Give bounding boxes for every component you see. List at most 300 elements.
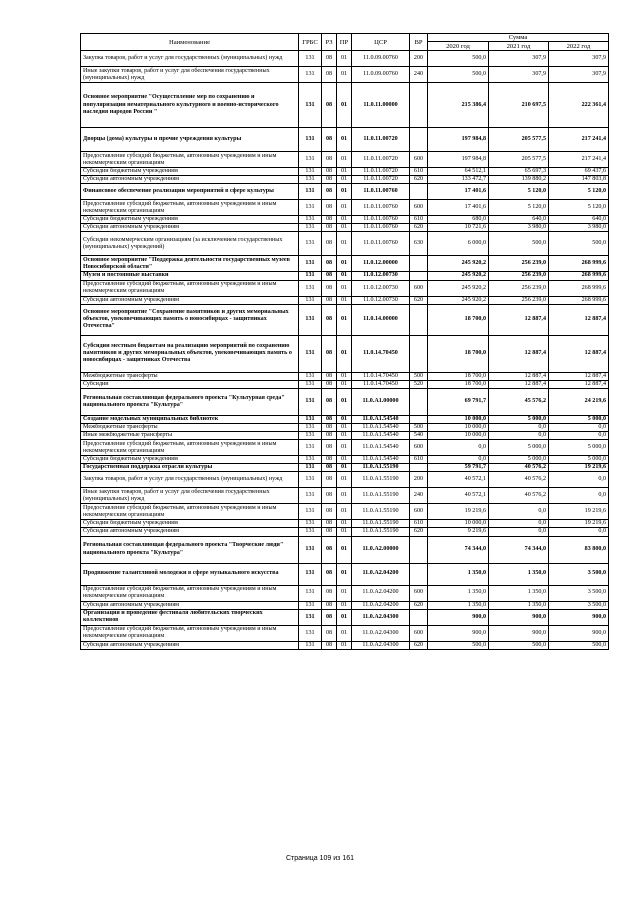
row-name: Предоставление субсидий бюджетным, автономным учреждениям и иным некоммерческим организациям xyxy=(81,280,299,296)
row-vr xyxy=(410,464,428,472)
row-csr: 11.0.A1.54540 xyxy=(352,423,410,431)
row-csr: 11.0.12.00730 xyxy=(352,280,410,296)
row-sum-2021: 3 980,0 xyxy=(489,224,549,232)
budget-table xyxy=(80,33,609,650)
row-sum-2022: 3 500,0 xyxy=(549,601,609,609)
table-row xyxy=(81,83,609,128)
row-grbs: 131 xyxy=(299,380,322,388)
header-grbs: ГРБС xyxy=(299,34,322,51)
row-vr: 610 xyxy=(410,520,428,528)
row-sum-2020: 10 000,0 xyxy=(428,423,489,431)
row-pr: 01 xyxy=(337,272,352,280)
row-name: Субсидии автономным учреждениям xyxy=(81,641,299,649)
row-sum-2022: 307,9 xyxy=(549,67,609,83)
row-pr: 01 xyxy=(337,256,352,272)
row-sum-2020: 1 350,0 xyxy=(428,601,489,609)
table-row xyxy=(81,304,609,335)
row-name: Субсидии автономным учреждениям xyxy=(81,528,299,536)
row-grbs: 131 xyxy=(299,528,322,536)
row-grbs: 131 xyxy=(299,464,322,472)
row-sum-2022: 19 219,6 xyxy=(549,504,609,520)
header-year-2021: 2021 год xyxy=(489,42,549,51)
row-vr: 620 xyxy=(410,601,428,609)
row-sum-2021: 5 000,0 xyxy=(489,415,549,423)
row-grbs: 131 xyxy=(299,128,322,152)
row-csr: 11.0.A1.54540 xyxy=(352,456,410,464)
row-grbs: 131 xyxy=(299,372,322,380)
row-sum-2021: 210 697,5 xyxy=(489,83,549,128)
row-sum-2020: 10 000,0 xyxy=(428,520,489,528)
row-sum-2022: 0,0 xyxy=(549,423,609,431)
row-rz: 08 xyxy=(322,380,337,388)
row-sum-2021: 256 239,0 xyxy=(489,272,549,280)
header-year-2022: 2022 год xyxy=(549,42,609,51)
row-grbs: 131 xyxy=(299,176,322,184)
row-rz: 08 xyxy=(322,464,337,472)
row-name: Финансовое обеспечение реализации мероприятий в сфере культуры xyxy=(81,184,299,200)
row-sum-2022: 640,0 xyxy=(549,216,609,224)
row-name: Субсидии автономным учреждениям xyxy=(81,296,299,304)
row-sum-2022: 900,0 xyxy=(549,609,609,625)
row-vr: 240 xyxy=(410,488,428,504)
row-grbs: 131 xyxy=(299,488,322,504)
row-vr: 200 xyxy=(410,51,428,67)
row-sum-2021: 0,0 xyxy=(489,528,549,536)
row-rz: 08 xyxy=(322,272,337,280)
row-rz: 08 xyxy=(322,372,337,380)
row-vr xyxy=(410,256,428,272)
row-sum-2021: 205 577,5 xyxy=(489,128,549,152)
row-vr: 600 xyxy=(410,152,428,168)
row-grbs: 131 xyxy=(299,232,322,256)
row-sum-2021: 40 576,2 xyxy=(489,464,549,472)
row-pr: 01 xyxy=(337,67,352,83)
row-pr: 01 xyxy=(337,563,352,585)
row-sum-2021: 5 000,0 xyxy=(489,456,549,464)
row-rz: 08 xyxy=(322,304,337,335)
row-grbs: 131 xyxy=(299,504,322,520)
row-vr: 600 xyxy=(410,585,428,601)
row-rz: 08 xyxy=(322,168,337,176)
row-grbs: 131 xyxy=(299,423,322,431)
row-csr: 11.0.11.00760 xyxy=(352,224,410,232)
row-sum-2022: 3 500,0 xyxy=(549,563,609,585)
row-name: Предоставление субсидий бюджетным, автономным учреждениям и иным некоммерческим организациям xyxy=(81,585,299,601)
table-row xyxy=(81,440,609,456)
row-csr: 11.0.12.00730 xyxy=(352,272,410,280)
row-sum-2020: 0,0 xyxy=(428,456,489,464)
row-grbs: 131 xyxy=(299,432,322,440)
row-vr: 620 xyxy=(410,224,428,232)
budget-table-sheet xyxy=(80,33,608,650)
row-sum-2022: 5 120,0 xyxy=(549,184,609,200)
table-header xyxy=(81,34,609,51)
table-row xyxy=(81,168,609,176)
row-pr: 01 xyxy=(337,152,352,168)
row-name: Основное мероприятие "Поддержка деятельности государственных музеев Новосибирской области" xyxy=(81,256,299,272)
row-sum-2021: 0,0 xyxy=(489,432,549,440)
row-sum-2021: 640,0 xyxy=(489,216,549,224)
row-rz: 08 xyxy=(322,224,337,232)
page-number: Страница 109 из 161 xyxy=(285,855,355,862)
row-name: Иные закупки товаров, работ и услуг для обеспечения государственных (муниципальных) нужд xyxy=(81,488,299,504)
row-csr: 11.0.A1.54540 xyxy=(352,415,410,423)
row-name: Субсидии автономным учреждениям xyxy=(81,224,299,232)
row-pr: 01 xyxy=(337,380,352,388)
row-pr: 01 xyxy=(337,641,352,649)
row-vr: 600 xyxy=(410,280,428,296)
row-name: Предоставление субсидий бюджетным, автономным учреждениям и иным некоммерческим организациям xyxy=(81,152,299,168)
row-sum-2020: 133 472,7 xyxy=(428,176,489,184)
row-pr: 01 xyxy=(337,296,352,304)
header-pr: ПР xyxy=(337,34,352,51)
row-csr: 11.0.A1.55190 xyxy=(352,528,410,536)
row-rz: 08 xyxy=(322,256,337,272)
header-rz: РЗ xyxy=(322,34,337,51)
row-vr: 500 xyxy=(410,423,428,431)
row-sum-2021: 1 350,0 xyxy=(489,563,549,585)
row-sum-2021: 1 350,0 xyxy=(489,585,549,601)
header-vr: ВР xyxy=(410,34,428,51)
row-pr: 01 xyxy=(337,232,352,256)
row-rz: 08 xyxy=(322,520,337,528)
row-sum-2020: 40 572,1 xyxy=(428,488,489,504)
row-rz: 08 xyxy=(322,609,337,625)
row-sum-2022: 500,0 xyxy=(549,232,609,256)
row-rz: 08 xyxy=(322,536,337,563)
row-csr: 11.0.A2.04200 xyxy=(352,585,410,601)
row-rz: 08 xyxy=(322,152,337,168)
row-sum-2020: 59 791,7 xyxy=(428,464,489,472)
header-year-2020: 2020 год xyxy=(428,42,489,51)
row-rz: 08 xyxy=(322,415,337,423)
row-vr: 630 xyxy=(410,232,428,256)
row-rz: 08 xyxy=(322,472,337,488)
table-row xyxy=(81,432,609,440)
row-sum-2021: 65 697,3 xyxy=(489,168,549,176)
row-sum-2021: 0,0 xyxy=(489,520,549,528)
row-csr: 11.0.A1.55190 xyxy=(352,488,410,504)
row-csr: 11.0.A2.04300 xyxy=(352,625,410,641)
row-csr: 11.0.A1.00000 xyxy=(352,388,410,415)
row-vr xyxy=(410,128,428,152)
header-name: Наименование xyxy=(81,34,299,51)
row-sum-2020: 500,0 xyxy=(428,51,489,67)
row-grbs: 131 xyxy=(299,296,322,304)
row-sum-2021: 45 576,2 xyxy=(489,388,549,415)
row-rz: 08 xyxy=(322,280,337,296)
row-pr: 01 xyxy=(337,504,352,520)
row-sum-2020: 900,0 xyxy=(428,609,489,625)
row-vr xyxy=(410,388,428,415)
row-name: Региональная составляющая федерального проекта "Культурная среда" национального проекта "Культура" xyxy=(81,388,299,415)
row-pr: 01 xyxy=(337,168,352,176)
row-name: Субсидии бюджетным учреждениям xyxy=(81,456,299,464)
row-sum-2021: 12 887,4 xyxy=(489,335,549,372)
row-grbs: 131 xyxy=(299,472,322,488)
row-sum-2020: 74 344,0 xyxy=(428,536,489,563)
table-row xyxy=(81,464,609,472)
table-row xyxy=(81,504,609,520)
row-sum-2020: 1 350,0 xyxy=(428,585,489,601)
row-vr: 600 xyxy=(410,440,428,456)
row-name: Межбюджетные трансферты xyxy=(81,423,299,431)
row-sum-2022: 0,0 xyxy=(549,528,609,536)
row-grbs: 131 xyxy=(299,388,322,415)
row-vr xyxy=(410,335,428,372)
row-sum-2021: 5 120,0 xyxy=(489,200,549,216)
row-sum-2022: 900,0 xyxy=(549,625,609,641)
row-name: Субсидии бюджетным учреждениям xyxy=(81,168,299,176)
row-vr xyxy=(410,609,428,625)
table-row xyxy=(81,585,609,601)
row-csr: 11.0.11.00000 xyxy=(352,83,410,128)
row-sum-2020: 245 920,2 xyxy=(428,256,489,272)
row-sum-2022: 268 999,6 xyxy=(549,280,609,296)
row-grbs: 131 xyxy=(299,335,322,372)
row-rz: 08 xyxy=(322,625,337,641)
row-pr: 01 xyxy=(337,440,352,456)
row-vr: 620 xyxy=(410,176,428,184)
row-sum-2021: 256 239,0 xyxy=(489,296,549,304)
row-name: Субсидии xyxy=(81,380,299,388)
row-csr: 11.0.11.00760 xyxy=(352,216,410,224)
row-vr: 620 xyxy=(410,296,428,304)
row-sum-2021: 500,0 xyxy=(489,641,549,649)
row-sum-2022: 268 999,6 xyxy=(549,296,609,304)
row-name: Иные межбюджетные трансферты xyxy=(81,432,299,440)
row-sum-2020: 17 401,6 xyxy=(428,184,489,200)
row-pr: 01 xyxy=(337,388,352,415)
row-grbs: 131 xyxy=(299,415,322,423)
row-rz: 08 xyxy=(322,488,337,504)
row-rz: 08 xyxy=(322,504,337,520)
row-name: Межбюджетные трансферты xyxy=(81,372,299,380)
row-sum-2022: 12 887,4 xyxy=(549,335,609,372)
row-sum-2022: 5 000,0 xyxy=(549,456,609,464)
row-csr: 11.0.A1.55190 xyxy=(352,472,410,488)
row-csr: 11.0.11.00760 xyxy=(352,232,410,256)
row-sum-2022: 0,0 xyxy=(549,488,609,504)
row-name: Субсидии бюджетным учреждениям xyxy=(81,216,299,224)
row-rz: 08 xyxy=(322,128,337,152)
row-sum-2022: 222 361,4 xyxy=(549,83,609,128)
row-pr: 01 xyxy=(337,304,352,335)
table-row xyxy=(81,563,609,585)
row-name: Субсидии бюджетным учреждениям xyxy=(81,520,299,528)
row-csr: 11.0.11.00760 xyxy=(352,184,410,200)
table-row xyxy=(81,200,609,216)
row-name: Закупка товаров, работ и услуг для государственных (муниципальных) нужд xyxy=(81,472,299,488)
row-csr: 11.0.A1.55190 xyxy=(352,504,410,520)
row-vr: 540 xyxy=(410,432,428,440)
row-sum-2021: 205 577,5 xyxy=(489,152,549,168)
table-row xyxy=(81,456,609,464)
row-sum-2021: 5 120,0 xyxy=(489,184,549,200)
row-rz: 08 xyxy=(322,563,337,585)
row-grbs: 131 xyxy=(299,184,322,200)
row-grbs: 131 xyxy=(299,200,322,216)
row-sum-2020: 18 700,0 xyxy=(428,380,489,388)
row-csr: 11.0.A2.04200 xyxy=(352,601,410,609)
row-sum-2022: 268 999,6 xyxy=(549,256,609,272)
row-sum-2020: 500,0 xyxy=(428,641,489,649)
row-sum-2022: 217 241,4 xyxy=(549,128,609,152)
row-sum-2021: 900,0 xyxy=(489,609,549,625)
row-name: Создание модельных муниципальных библиотек xyxy=(81,415,299,423)
row-name: Субсидии местным бюджетам на реализацию мероприятий по сохранению памятников и других мемориальных объектов, увековечивающих память о новосибирцах - защитниках Отечества xyxy=(81,335,299,372)
row-sum-2022: 12 887,4 xyxy=(549,304,609,335)
row-sum-2020: 10 000,0 xyxy=(428,415,489,423)
row-name: Субсидии автономным учреждениям xyxy=(81,176,299,184)
row-rz: 08 xyxy=(322,335,337,372)
row-sum-2020: 18 700,0 xyxy=(428,372,489,380)
row-rz: 08 xyxy=(322,423,337,431)
row-sum-2022: 19 219,6 xyxy=(549,520,609,528)
row-vr: 600 xyxy=(410,504,428,520)
row-pr: 01 xyxy=(337,625,352,641)
row-name: Музеи и постоянные выставки xyxy=(81,272,299,280)
row-rz: 08 xyxy=(322,216,337,224)
row-sum-2021: 139 880,2 xyxy=(489,176,549,184)
table-row xyxy=(81,601,609,609)
row-csr: 11.0.12.00000 xyxy=(352,256,410,272)
row-grbs: 131 xyxy=(299,585,322,601)
table-row xyxy=(81,51,609,67)
row-sum-2021: 12 887,4 xyxy=(489,304,549,335)
row-pr: 01 xyxy=(337,216,352,224)
row-pr: 01 xyxy=(337,51,352,67)
table-row xyxy=(81,609,609,625)
row-name: Предоставление субсидий бюджетным, автономным учреждениям и иным некоммерческим организациям xyxy=(81,625,299,641)
table-row xyxy=(81,488,609,504)
row-name: Основное мероприятие "Сохранение памятников и других мемориальных объектов, увековечивающих память о новосибирцах - защитниках Отечества" xyxy=(81,304,299,335)
row-grbs: 131 xyxy=(299,83,322,128)
table-row xyxy=(81,423,609,431)
row-rz: 08 xyxy=(322,200,337,216)
row-csr: 11.0.A2.04300 xyxy=(352,641,410,649)
row-sum-2020: 680,0 xyxy=(428,216,489,224)
table-row xyxy=(81,224,609,232)
row-pr: 01 xyxy=(337,585,352,601)
row-name: Региональная составляющая федерального проекта "Творческие люди" национального проекта "Культура" xyxy=(81,536,299,563)
row-vr: 620 xyxy=(410,641,428,649)
row-rz: 08 xyxy=(322,176,337,184)
row-csr: 11.0.A1.54540 xyxy=(352,432,410,440)
row-rz: 08 xyxy=(322,641,337,649)
row-sum-2020: 1 350,0 xyxy=(428,563,489,585)
row-grbs: 131 xyxy=(299,440,322,456)
row-grbs: 131 xyxy=(299,563,322,585)
row-sum-2020: 64 512,1 xyxy=(428,168,489,176)
row-name: Организация и проведение фестиваля любительских творческих коллективов xyxy=(81,609,299,625)
row-csr: 11.0.09.00760 xyxy=(352,51,410,67)
row-rz: 08 xyxy=(322,388,337,415)
table-row xyxy=(81,415,609,423)
row-vr xyxy=(410,536,428,563)
row-sum-2022: 83 800,0 xyxy=(549,536,609,563)
row-sum-2022: 307,9 xyxy=(549,51,609,67)
row-name: Закупка товаров, работ и услуг для государственных (муниципальных) нужд xyxy=(81,51,299,67)
row-sum-2021: 500,0 xyxy=(489,232,549,256)
table-row xyxy=(81,380,609,388)
row-grbs: 131 xyxy=(299,168,322,176)
row-csr: 11.0.14.70450 xyxy=(352,335,410,372)
row-rz: 08 xyxy=(322,456,337,464)
row-sum-2022: 5 000,0 xyxy=(549,440,609,456)
row-csr: 11.0.11.00720 xyxy=(352,176,410,184)
row-name: Предоставление субсидий бюджетным, автономным учреждениям и иным некоммерческим организациям xyxy=(81,200,299,216)
row-grbs: 131 xyxy=(299,152,322,168)
row-sum-2022: 217 241,4 xyxy=(549,152,609,168)
row-pr: 01 xyxy=(337,520,352,528)
row-sum-2021: 256 239,0 xyxy=(489,280,549,296)
row-sum-2022: 3 500,0 xyxy=(549,585,609,601)
row-pr: 01 xyxy=(337,432,352,440)
table-row xyxy=(81,232,609,256)
table-row xyxy=(81,296,609,304)
row-name: Продвижение талантливой молодежи в сфере музыкального искусства xyxy=(81,563,299,585)
row-vr: 610 xyxy=(410,456,428,464)
row-grbs: 131 xyxy=(299,224,322,232)
table-row xyxy=(81,472,609,488)
row-csr: 11.0.A1.54540 xyxy=(352,440,410,456)
row-vr xyxy=(410,304,428,335)
row-sum-2021: 0,0 xyxy=(489,423,549,431)
row-sum-2021: 12 887,4 xyxy=(489,380,549,388)
row-grbs: 131 xyxy=(299,67,322,83)
row-sum-2022: 5 000,0 xyxy=(549,415,609,423)
row-csr: 11.0.A2.04200 xyxy=(352,563,410,585)
row-sum-2020: 19 219,6 xyxy=(428,504,489,520)
row-rz: 08 xyxy=(322,601,337,609)
row-pr: 01 xyxy=(337,372,352,380)
row-grbs: 131 xyxy=(299,641,322,649)
table-row xyxy=(81,176,609,184)
row-name: Субсидии автономным учреждениям xyxy=(81,601,299,609)
row-sum-2021: 307,9 xyxy=(489,67,549,83)
row-csr: 11.0.14.00000 xyxy=(352,304,410,335)
row-vr xyxy=(410,415,428,423)
row-sum-2021: 40 576,2 xyxy=(489,472,549,488)
row-pr: 01 xyxy=(337,224,352,232)
row-pr: 01 xyxy=(337,528,352,536)
row-sum-2022: 0,0 xyxy=(549,432,609,440)
row-grbs: 131 xyxy=(299,216,322,224)
row-csr: 11.0.A1.55190 xyxy=(352,464,410,472)
row-sum-2020: 18 700,0 xyxy=(428,335,489,372)
row-pr: 01 xyxy=(337,415,352,423)
row-grbs: 131 xyxy=(299,601,322,609)
row-grbs: 131 xyxy=(299,536,322,563)
row-vr: 500 xyxy=(410,372,428,380)
row-sum-2022: 69 437,6 xyxy=(549,168,609,176)
row-sum-2020: 10 721,6 xyxy=(428,224,489,232)
row-sum-2020: 245 920,2 xyxy=(428,272,489,280)
row-sum-2020: 245 920,2 xyxy=(428,296,489,304)
row-sum-2022: 5 120,0 xyxy=(549,200,609,216)
row-grbs: 131 xyxy=(299,304,322,335)
row-pr: 01 xyxy=(337,83,352,128)
row-grbs: 131 xyxy=(299,280,322,296)
row-name: Предоставление субсидий бюджетным, автономным учреждениям и иным некоммерческим организациям xyxy=(81,504,299,520)
row-rz: 08 xyxy=(322,67,337,83)
table-row xyxy=(81,128,609,152)
header-csr: ЦСР xyxy=(352,34,410,51)
table-row xyxy=(81,280,609,296)
row-vr xyxy=(410,83,428,128)
row-sum-2021: 307,9 xyxy=(489,51,549,67)
